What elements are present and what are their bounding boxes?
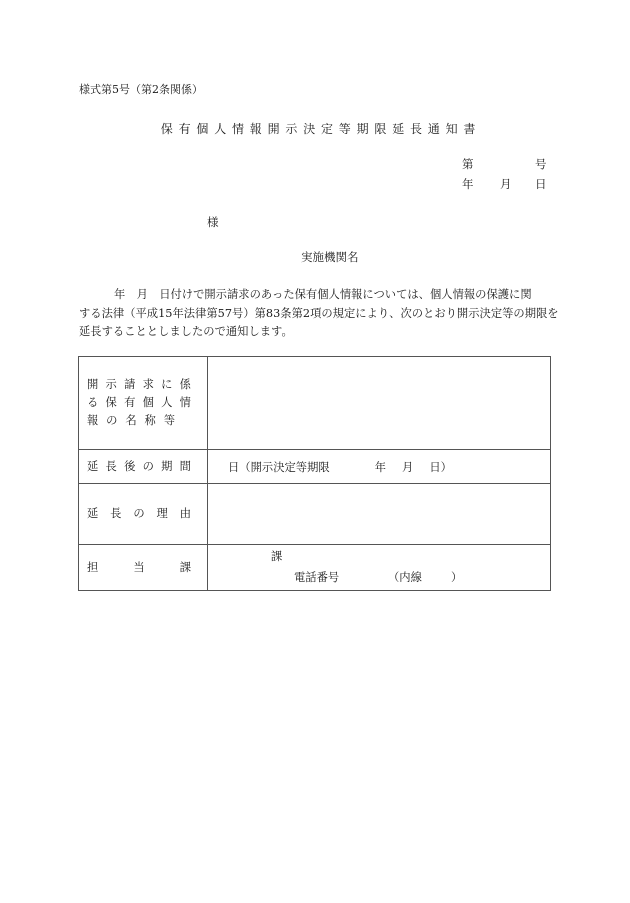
label-char: 有: [124, 396, 136, 409]
label-line: [87, 394, 191, 412]
label-char: の: [106, 414, 118, 427]
extension-close-label: ）: [451, 571, 463, 584]
addressee-honorific: 様: [207, 215, 219, 229]
phone-number-label: 電話番号: [294, 571, 340, 584]
label-char: に: [161, 378, 173, 391]
section-suffix-label: 課: [271, 550, 283, 563]
label-char: の: [142, 459, 154, 473]
value-requested-info-name[interactable]: [208, 357, 551, 450]
label-line: [87, 505, 191, 523]
label-char: 等: [163, 414, 175, 427]
label-char: 開: [87, 378, 99, 391]
table-row-extension-reason: [79, 484, 551, 545]
label-char: 当: [133, 560, 145, 574]
label-line: [87, 458, 191, 476]
label-line: [87, 559, 191, 577]
notice-details-table: [78, 356, 551, 591]
label-char: 名: [125, 414, 137, 427]
extended-period-line: [228, 459, 550, 475]
label-char: の: [133, 507, 145, 520]
label-char: 個: [142, 396, 154, 409]
table-row-info-name: [79, 357, 551, 450]
document-number-prefix: 第: [462, 157, 474, 171]
label-char: 求: [142, 378, 154, 391]
issuing-agency-name: 実施機関名: [301, 250, 359, 264]
value-extended-period[interactable]: [208, 450, 551, 484]
responsible-section-block: [208, 545, 550, 590]
deadline-day-label: 日）: [429, 460, 452, 474]
label-char: 報: [87, 414, 99, 427]
body-line-2: する法律（平成15年法律第57号）第83条第2項の規定により、次のとおり開示決定等の期限を: [79, 306, 559, 320]
value-extension-reason[interactable]: [208, 484, 551, 545]
date-day-label: 日: [535, 177, 547, 191]
body-line-3: 延長することとしましたので通知します。: [79, 325, 293, 338]
label-char: 保: [105, 396, 117, 409]
label-extended-period: [79, 450, 208, 484]
label-char: 後: [124, 459, 136, 473]
label-char: 由: [179, 507, 191, 520]
label-char: 理: [156, 507, 168, 520]
label-char: る: [87, 396, 99, 409]
deadline-year-label: 年: [374, 460, 386, 474]
notice-body: [79, 286, 559, 342]
label-char: 請: [124, 378, 136, 391]
label-char: 係: [179, 378, 191, 391]
label-char: 課: [179, 560, 191, 574]
value-responsible-section[interactable]: [208, 545, 551, 591]
label-char: 長: [105, 459, 117, 473]
label-char: 延: [87, 459, 99, 473]
body-line-1: 年 月 日付けで開示請求のあった保有個人情報については、個人情報の保護に関: [114, 288, 532, 301]
deadline-month-label: 月: [402, 460, 414, 474]
form-number: 様式第5号（第2条関係）: [79, 83, 203, 96]
label-char: 人: [161, 396, 173, 409]
document-title: 保有個人情報開示決定等期限延長通知書: [160, 122, 482, 136]
label-extension-reason: [79, 484, 208, 545]
label-char: 称: [144, 414, 156, 427]
document-number-suffix: 号: [535, 157, 547, 171]
label-char: 期: [161, 459, 173, 473]
label-char: 情: [179, 396, 191, 409]
extended-period-text: 日（開示決定等期限: [228, 460, 330, 474]
date-year-label: 年: [462, 177, 474, 191]
label-char: 長: [110, 507, 122, 520]
table-row-responsible-section: [79, 545, 551, 591]
label-char: 示: [105, 378, 117, 391]
label-requested-info-name: [79, 357, 208, 450]
label-line: [87, 376, 191, 394]
extension-open-label: （内線: [388, 571, 422, 584]
label-char: 担: [87, 560, 99, 574]
date-month-label: 月: [500, 177, 512, 191]
label-char: 延: [87, 507, 99, 520]
table-row-extended-period: [79, 450, 551, 484]
label-char: 間: [179, 459, 191, 473]
label-line: [87, 412, 175, 430]
label-responsible-section: [79, 545, 208, 591]
